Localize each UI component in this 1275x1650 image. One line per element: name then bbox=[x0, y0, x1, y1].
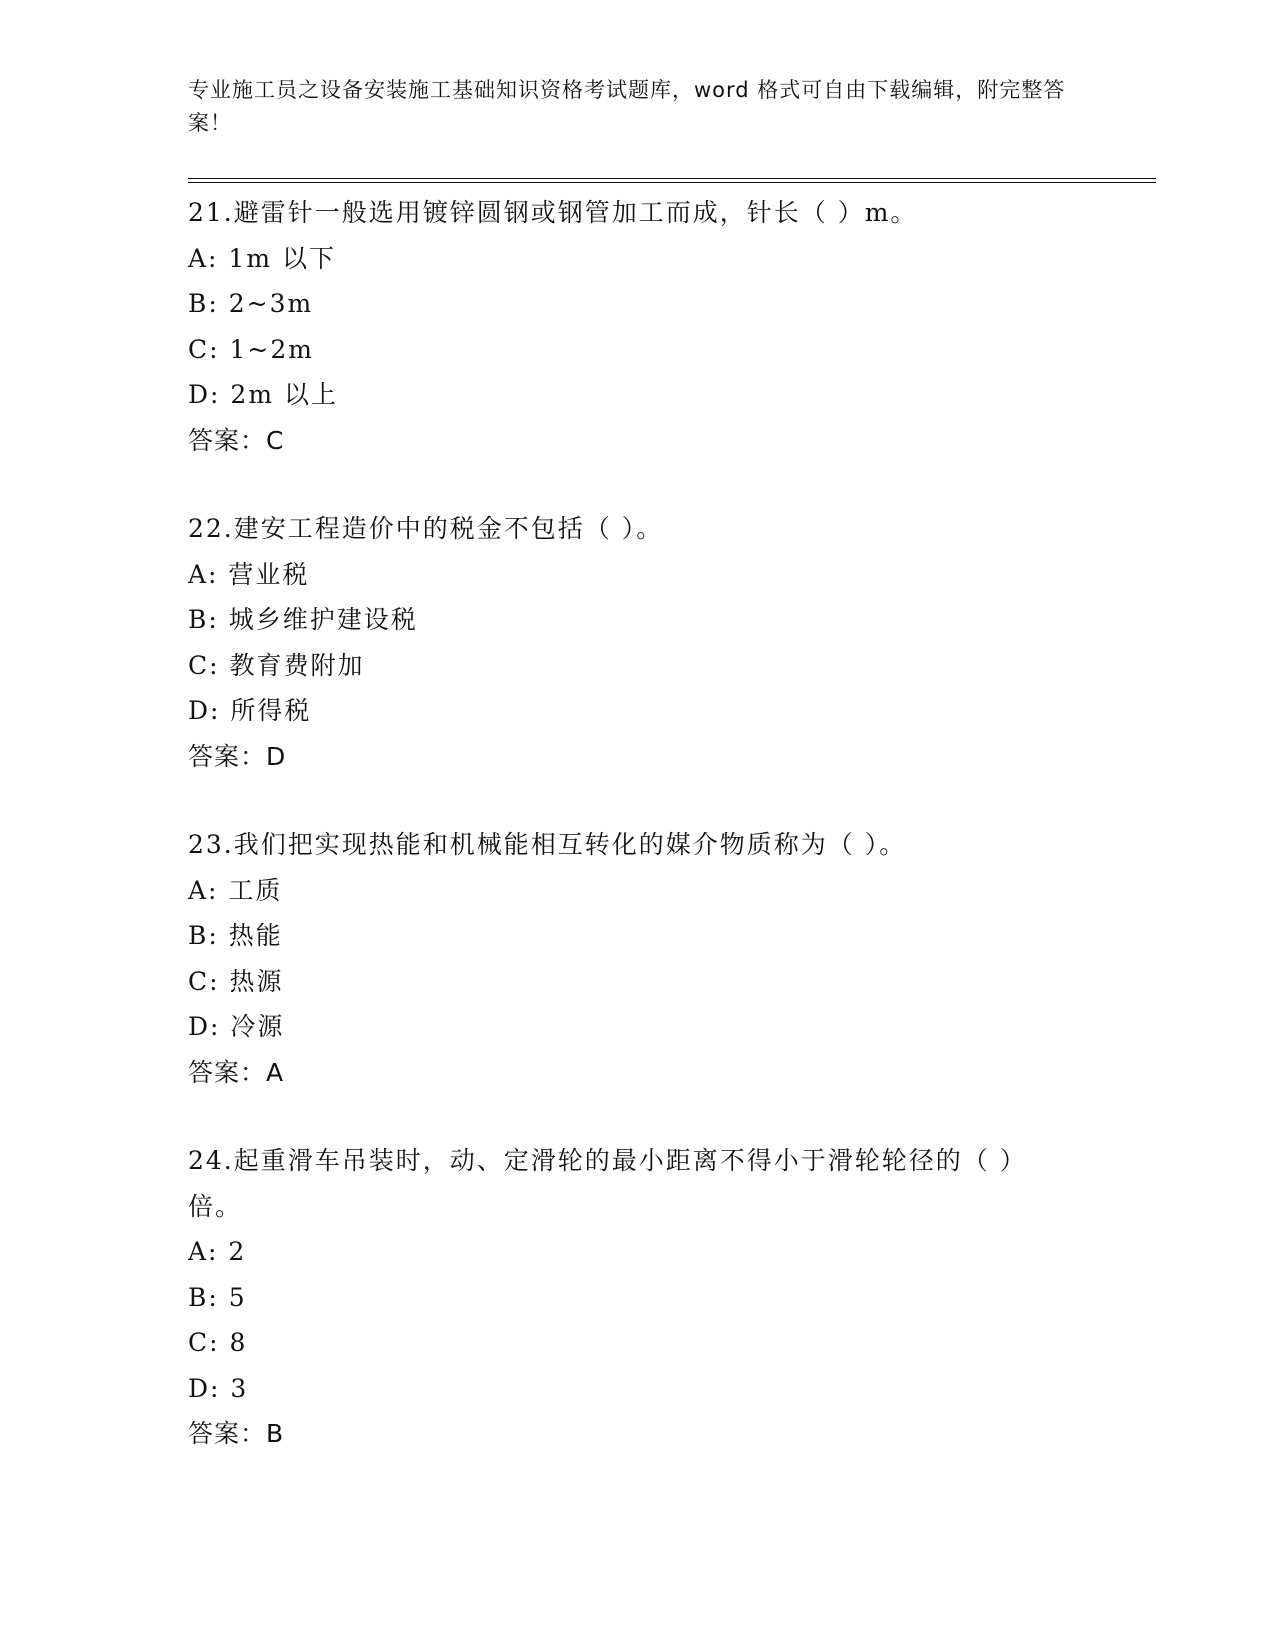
answer-label: 答案：D bbox=[188, 741, 287, 771]
header-rule-bottom bbox=[188, 182, 1156, 183]
answer-label: 答案：A bbox=[188, 1057, 285, 1087]
question-stem: 24.起重滑车吊装时，动、定滑轮的最小距离不得小于滑轮轮径的（ ）倍。 bbox=[188, 1146, 1027, 1221]
option-b: B: 城乡维护建设税 bbox=[188, 605, 418, 634]
option-d: D: 所得税 bbox=[188, 696, 312, 725]
question-stem: 23.我们把实现热能和机械能相互转化的媒介物质称为（ ）。 bbox=[188, 830, 907, 859]
option-c: C: 8 bbox=[188, 1328, 248, 1357]
answer-label: 答案：B bbox=[188, 1419, 285, 1448]
question-stem: 22.建安工程造价中的税金不包括（ ）。 bbox=[188, 514, 664, 543]
option-c: C: 热源 bbox=[188, 966, 284, 996]
document-header: 专业施工员之设备安装施工基础知识资格考试题库，word 格式可自由下载编辑，附完整答案！ bbox=[188, 78, 1066, 135]
option-b: B: 2~3m bbox=[188, 289, 314, 318]
question-stem: 21.避雷针一般选用镀锌圆钢或钢管加工而成，针长（ ）m。 bbox=[188, 198, 918, 227]
option-b: B: 热能 bbox=[188, 921, 283, 950]
option-d: D: 冷源 bbox=[188, 1012, 285, 1041]
question-22 bbox=[188, 506, 1156, 779]
option-d: D: 3 bbox=[188, 1373, 249, 1403]
option-b: B: 5 bbox=[188, 1282, 247, 1312]
option-a: A: 营业税 bbox=[188, 559, 310, 589]
option-c: C: 1~2m bbox=[188, 334, 314, 364]
option-a: A: 工质 bbox=[188, 875, 283, 905]
answer-label: 答案：C bbox=[188, 425, 285, 455]
question-24 bbox=[188, 1138, 1156, 1457]
option-c: C: 教育费附加 bbox=[188, 650, 365, 680]
question-23 bbox=[188, 822, 1156, 1095]
option-a: A: 2 bbox=[188, 1237, 247, 1266]
header-rule-top bbox=[188, 178, 1156, 179]
option-d: D: 2m 以上 bbox=[188, 380, 338, 409]
question-21 bbox=[188, 190, 1156, 463]
question-list bbox=[188, 190, 1156, 1500]
option-a: A: 1m 以下 bbox=[188, 243, 336, 273]
